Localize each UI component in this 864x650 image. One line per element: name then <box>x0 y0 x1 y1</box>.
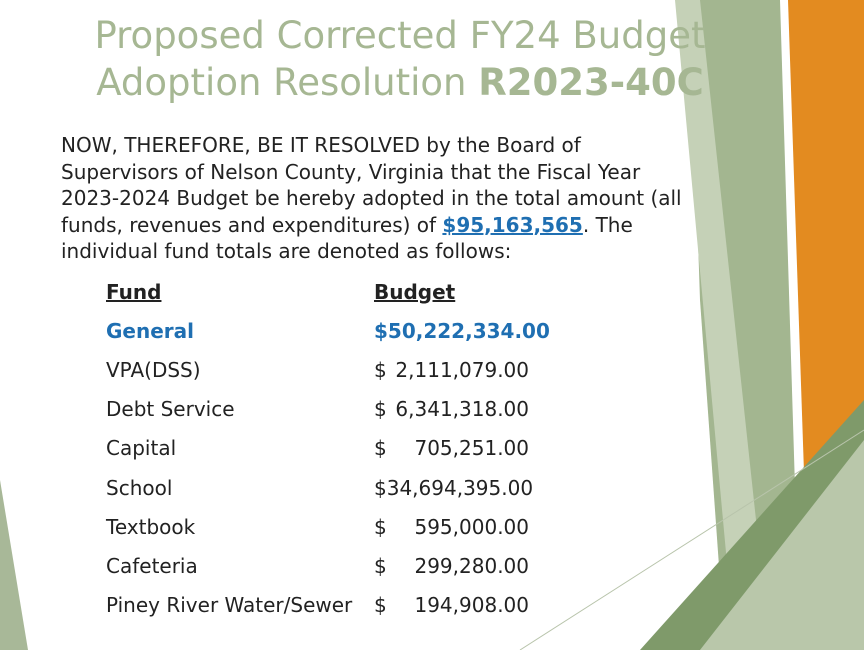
budget-amount: 299,280.00 <box>414 554 529 578</box>
fund-name: Textbook <box>106 515 196 539</box>
title-line-1: Proposed Corrected FY24 Budget <box>94 14 706 57</box>
resolution-text-before: NOW, THEREFORE, BE IT RESOLVED by the Board of Supervisors of Nelson County, Virginia that the Fiscal Year 2023-2024 Budget be hereby adopted in the total amount (all funds, revenues and expenditures) of <box>61 133 682 237</box>
dollar-sign: $ <box>374 358 387 382</box>
budget-amount: 595,000.00 <box>414 515 529 539</box>
budget-amount: 194,908.00 <box>414 593 529 617</box>
fund-name: Piney River Water/Sewer <box>106 593 353 617</box>
budget-amount: $34,694,395.00 <box>374 476 534 500</box>
fund-name: General <box>106 319 194 343</box>
resolution-paragraph <box>61 132 701 265</box>
dollar-sign: $ <box>374 593 387 617</box>
resolution-code: R2023-40C <box>478 61 704 104</box>
fund-name: Capital <box>106 436 177 460</box>
budget-header: Budget <box>374 280 456 304</box>
dollar-sign: $ <box>374 436 387 460</box>
budget-amount: 2,111,079.00 <box>395 358 529 382</box>
dollar-sign: $ <box>374 515 387 539</box>
title-line-2 <box>60 59 740 106</box>
title-line-2-prefix: Adoption Resolution <box>96 61 479 104</box>
total-amount-link[interactable]: $95,163,565 <box>442 212 583 237</box>
budget-amount: 6,341,318.00 <box>395 397 529 421</box>
dollar-sign: $ <box>374 397 387 421</box>
fund-header: Fund <box>106 280 162 304</box>
fund-name: VPA(DSS) <box>106 358 201 382</box>
budget-amount: $50,222,334.00 <box>374 319 550 343</box>
fund-name: School <box>106 476 173 500</box>
slide-title <box>60 12 740 106</box>
budget-amount: 705,251.00 <box>414 436 529 460</box>
dollar-sign: $ <box>374 554 387 578</box>
fund-name: Cafeteria <box>106 554 198 578</box>
resolution-text-after: . The individual fund totals are denoted as follows: <box>61 212 633 263</box>
left-bottom-wedge <box>0 480 28 650</box>
fund-name: Debt Service <box>106 397 235 421</box>
